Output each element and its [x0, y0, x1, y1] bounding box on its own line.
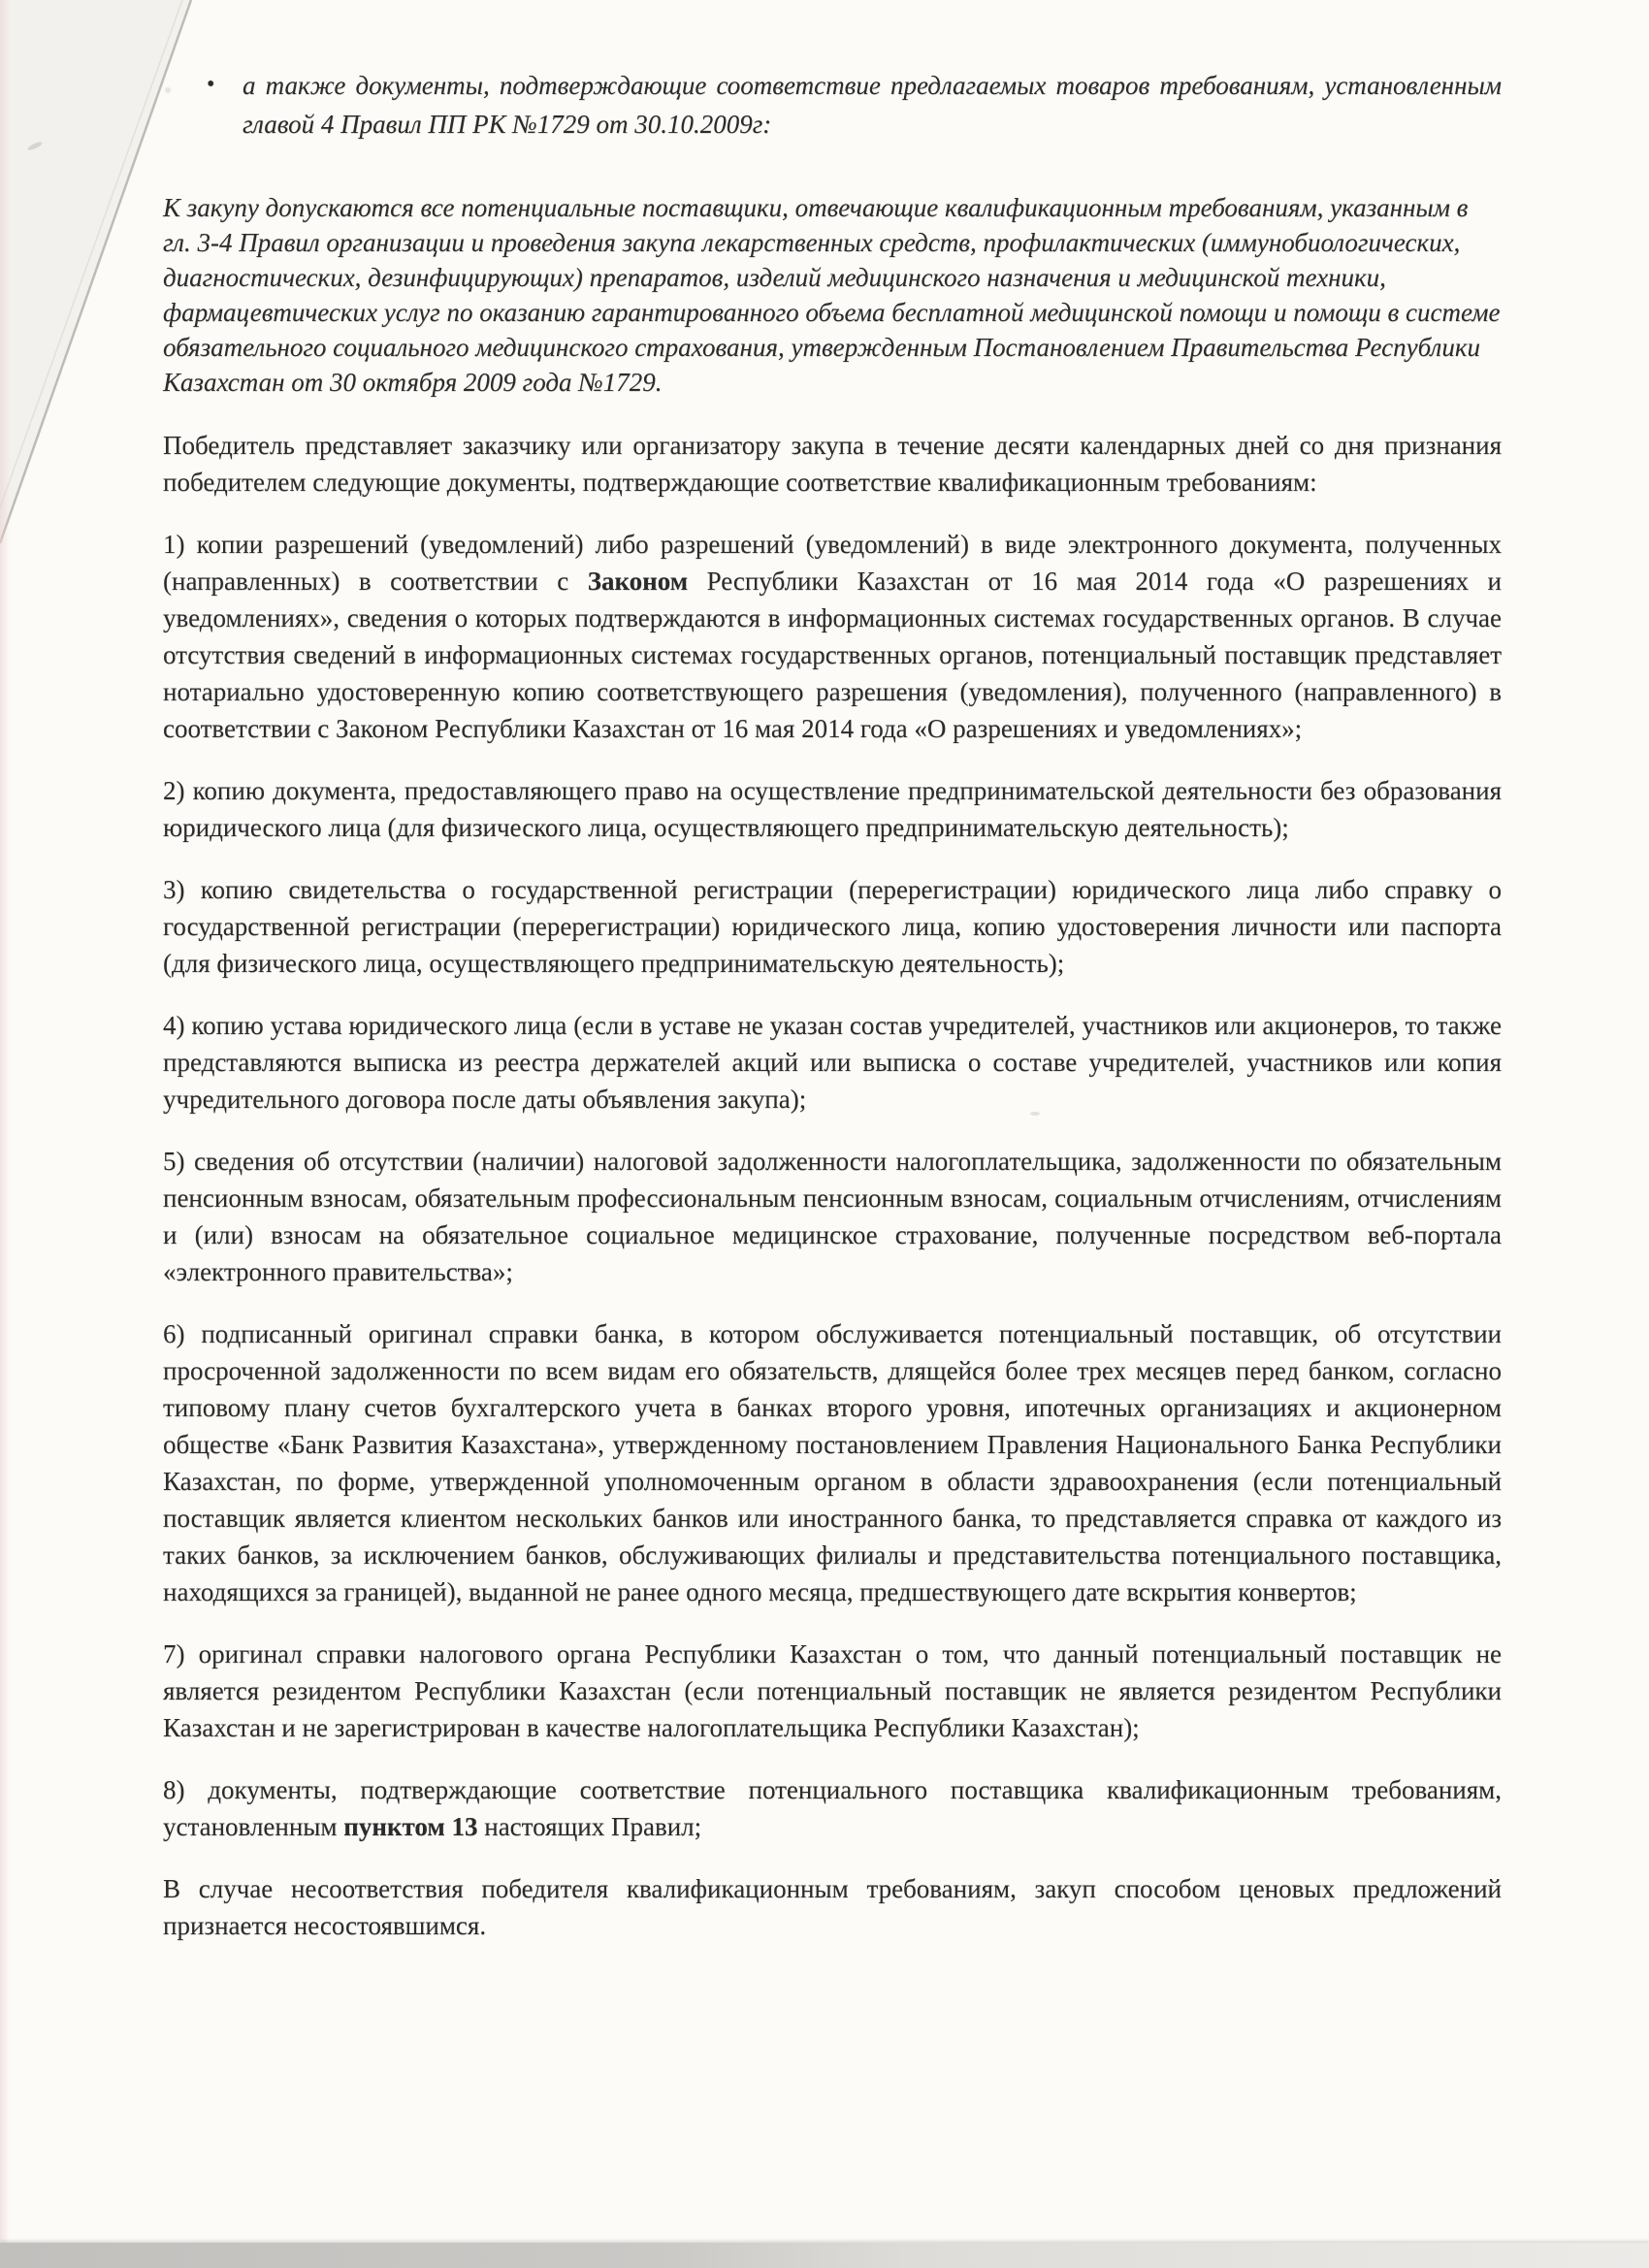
bullet-icon: • — [207, 72, 215, 97]
closing-paragraph: В случае несоответствия победителя квалификационным требованиям, закуп способом ценовых предложений признается несостоявшимся. — [163, 1874, 1502, 1940]
numbered-item-6: 6) подписанный оригинал справки банка, в котором обслуживается потенциальный поставщик, об отсутствии просроченной задолженности по всем видам его обязательств, длящейся более трех месяцев перед банком, согласно типовому плану счетов бухгалтерского учета в банках второго уровня, ипотечных организациях и акционерном обществе «Банк Развития Казахстана», утвержденному постановлением Правления Национального Банка Республики Казахстан, по форме, утвержденной уполномоченным органом в области здравоохранения (если потенциальный поставщик является клиентом нескольких банков или иностранного банка, то представляется справка от каждого из таких банков, за исключением банков, обслуживающих филиалы и представительства потенциального поставщика, находящихся за границей), выданной не ранее одного месяца, предшествующего дате вскрытия конвертов; — [163, 1319, 1502, 1606]
lead-paragraph: Победитель представляет заказчику или организатору закупа в течение десяти календарных дней со дня признания победителем следующие документы, подтверждающие соответствие квалификационным требованиям: — [163, 431, 1502, 497]
numbered-item-2: 2) копию документа, предоставляющего право на осуществление предпринимательской деятельности без образования юридического лица (для физического лица, осуществляющего предпринимательскую деятельность); — [163, 776, 1502, 842]
numbered-item-5: 5) сведения об отсутствии (наличии) налоговой задолженности налогоплательщика, задолженности по обязательным пенсионным взносам, обязательным профессиональным пенсионным взносам, социальным отчислениям, отчислениям и (или) взносам на обязательное социальное медицинское страхование, полученные посредством веб-портала «электронного правительства»; — [163, 1147, 1502, 1286]
numbered-item-1: 1) копии разрешений (уведомлений) либо разрешений (уведомлений) в виде электронного документа, полученных (направленных) в соответствии с Законом Республики Казахстан от 16 мая 2014 года «О разрешениях и уведомлениях», сведения о которых подтверждаются в информационных системах государственных органов. В случае отсутствия сведений в информационных системах государственных органов, потенциальный поставщик представляет нотариально удостоверенную копию соответствующего разрешения (уведомления), полученного (направленного) в соответствии с Законом Республики Казахстан от 16 мая 2014 года «О разрешениях и уведомлениях»; — [163, 530, 1502, 743]
numbered-item-4: 4) копию устава юридического лица (если в уставе не указан состав учредителей, участников или акционеров, то также представляются выписка из реестра держателей акций или выписка о составе учредителей, участников или копия учредительного договора после даты объявления закупа); — [163, 1011, 1502, 1114]
numbered-item-8: 8) документы, подтверждающие соответствие потенциального поставщика квалификационным требованиям, установленным пунктом 13 настоящих Правил; — [163, 1775, 1502, 1841]
intro-paragraph: К закупу допускаются все потенциальные поставщики, отвечающие квалификационным требованиям, указанным в гл. 3-4 Правил организации и проведения закупа лекарственных средств, профилактических (иммунобиологических, диагностических, дезинфицирующих) препаратов, изделий медицинского назначения и медицинской техники, фармацевтических услуг по оказанию гарантированного объема бесплатной медицинской помощи и помощи в системе обязательного социального медицинского страхования, утвержденным Постановлением Правительства Республики Казахстан от 30 октября 2009 года №1729. — [163, 193, 1501, 397]
scan-edge-left — [0, 0, 10, 2268]
bullet-text: а также документы, подтверждающие соответствие предлагаемых товаров требованиям, установленным главой 4 Правил ПП РК №1729 от 30.10.2009г: — [242, 71, 1502, 139]
numbered-item-7: 7) оригинал справки налогового органа Республики Казахстан о том, что данный потенциальный поставщик не является резидентом Республики Казахстан (если потенциальный поставщик не является резидентом Республики Казахстан и не зарегистрирован в качестве налогоплательщика Республики Казахстан); — [163, 1639, 1502, 1742]
document-content — [163, 66, 1502, 1969]
bullet-list-item — [163, 66, 1502, 144]
scan-edge-bottom — [0, 2243, 1649, 2268]
numbered-item-3: 3) копию свидетельства о государственной регистрации (перерегистрации) юридического лица либо справку о государственной регистрации (перерегистрации) юридического лица, копию удостоверения личности или паспорта (для физического лица, осуществляющего предпринимательскую деятельность); — [163, 875, 1502, 978]
